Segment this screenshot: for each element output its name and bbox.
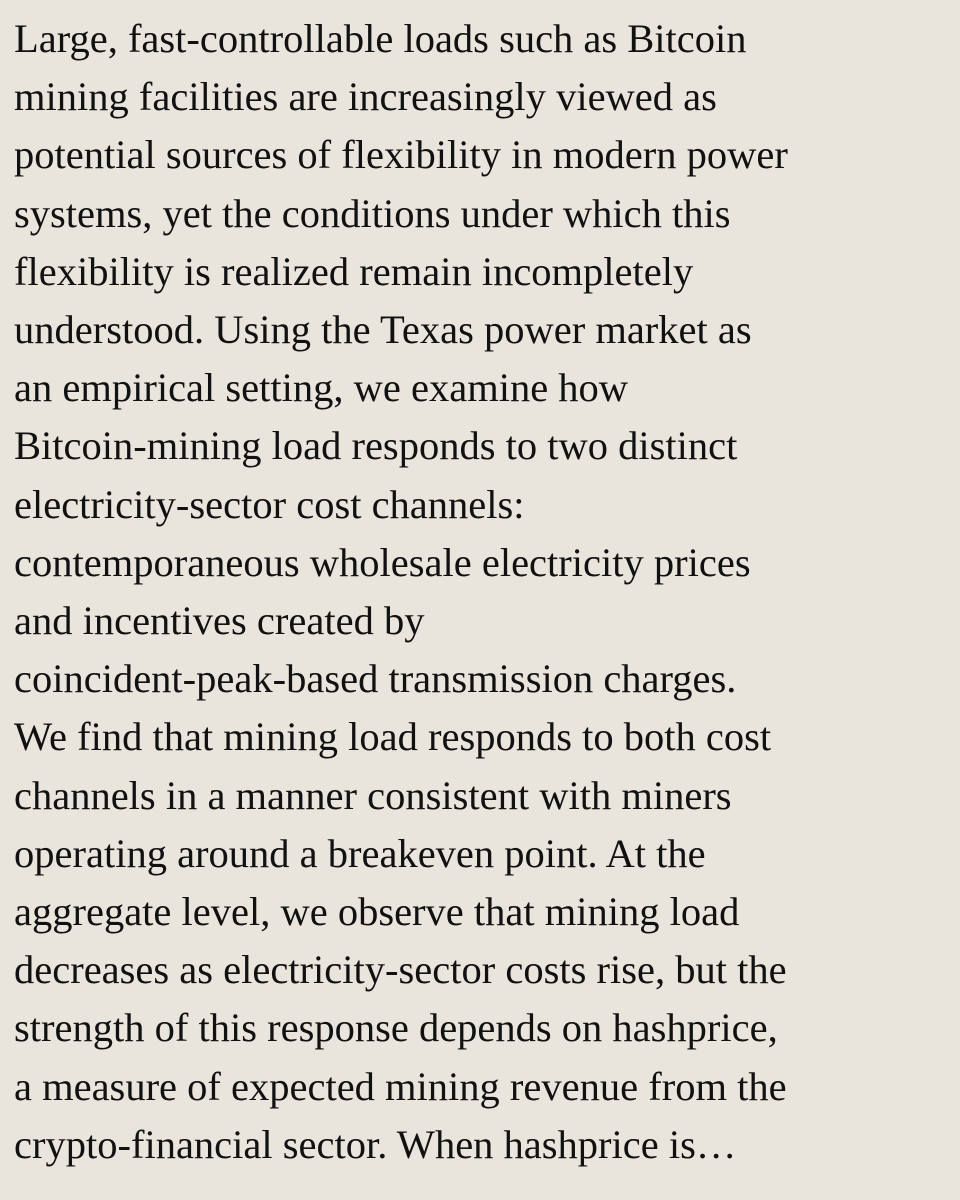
abstract-paragraph — [14, 10, 946, 1174]
abstract-line: an empirical setting, we examine how — [14, 365, 629, 411]
abstract-line: flexibility is realized remain incompletely — [14, 248, 694, 294]
abstract-line: crypto-financial sector. When hashprice is… — [14, 1121, 737, 1167]
abstract-line: strength of this response depends on hashprice, — [14, 1005, 778, 1051]
abstract-line: mining facilities are increasingly viewed as — [14, 74, 717, 120]
abstract-line: potential sources of flexibility in modern power — [14, 132, 788, 178]
abstract-line: and incentives created by — [14, 598, 425, 644]
abstract-line: Bitcoin-mining load responds to two distinct — [14, 423, 738, 469]
abstract-line: aggregate level, we observe that mining load — [14, 889, 740, 935]
abstract-line: systems, yet the conditions under which this — [14, 190, 731, 236]
abstract-line: a measure of expected mining revenue from the — [14, 1063, 787, 1109]
abstract-line: decreases as electricity-sector costs rise, but the — [14, 947, 787, 993]
abstract-line: contemporaneous wholesale electricity prices — [14, 539, 751, 585]
abstract-line: Large, fast-controllable loads such as Bitcoin — [14, 16, 747, 61]
abstract-line: understood. Using the Texas power market as — [14, 307, 752, 353]
abstract-line: coincident-peak-based transmission charges. — [14, 656, 737, 702]
abstract-line: channels in a manner consistent with miners — [14, 772, 732, 818]
abstract-line: operating around a breakeven point. At the — [14, 830, 706, 876]
abstract-line: electricity-sector cost channels: — [14, 481, 525, 527]
abstract-line: We find that mining load responds to both cost — [14, 714, 772, 760]
